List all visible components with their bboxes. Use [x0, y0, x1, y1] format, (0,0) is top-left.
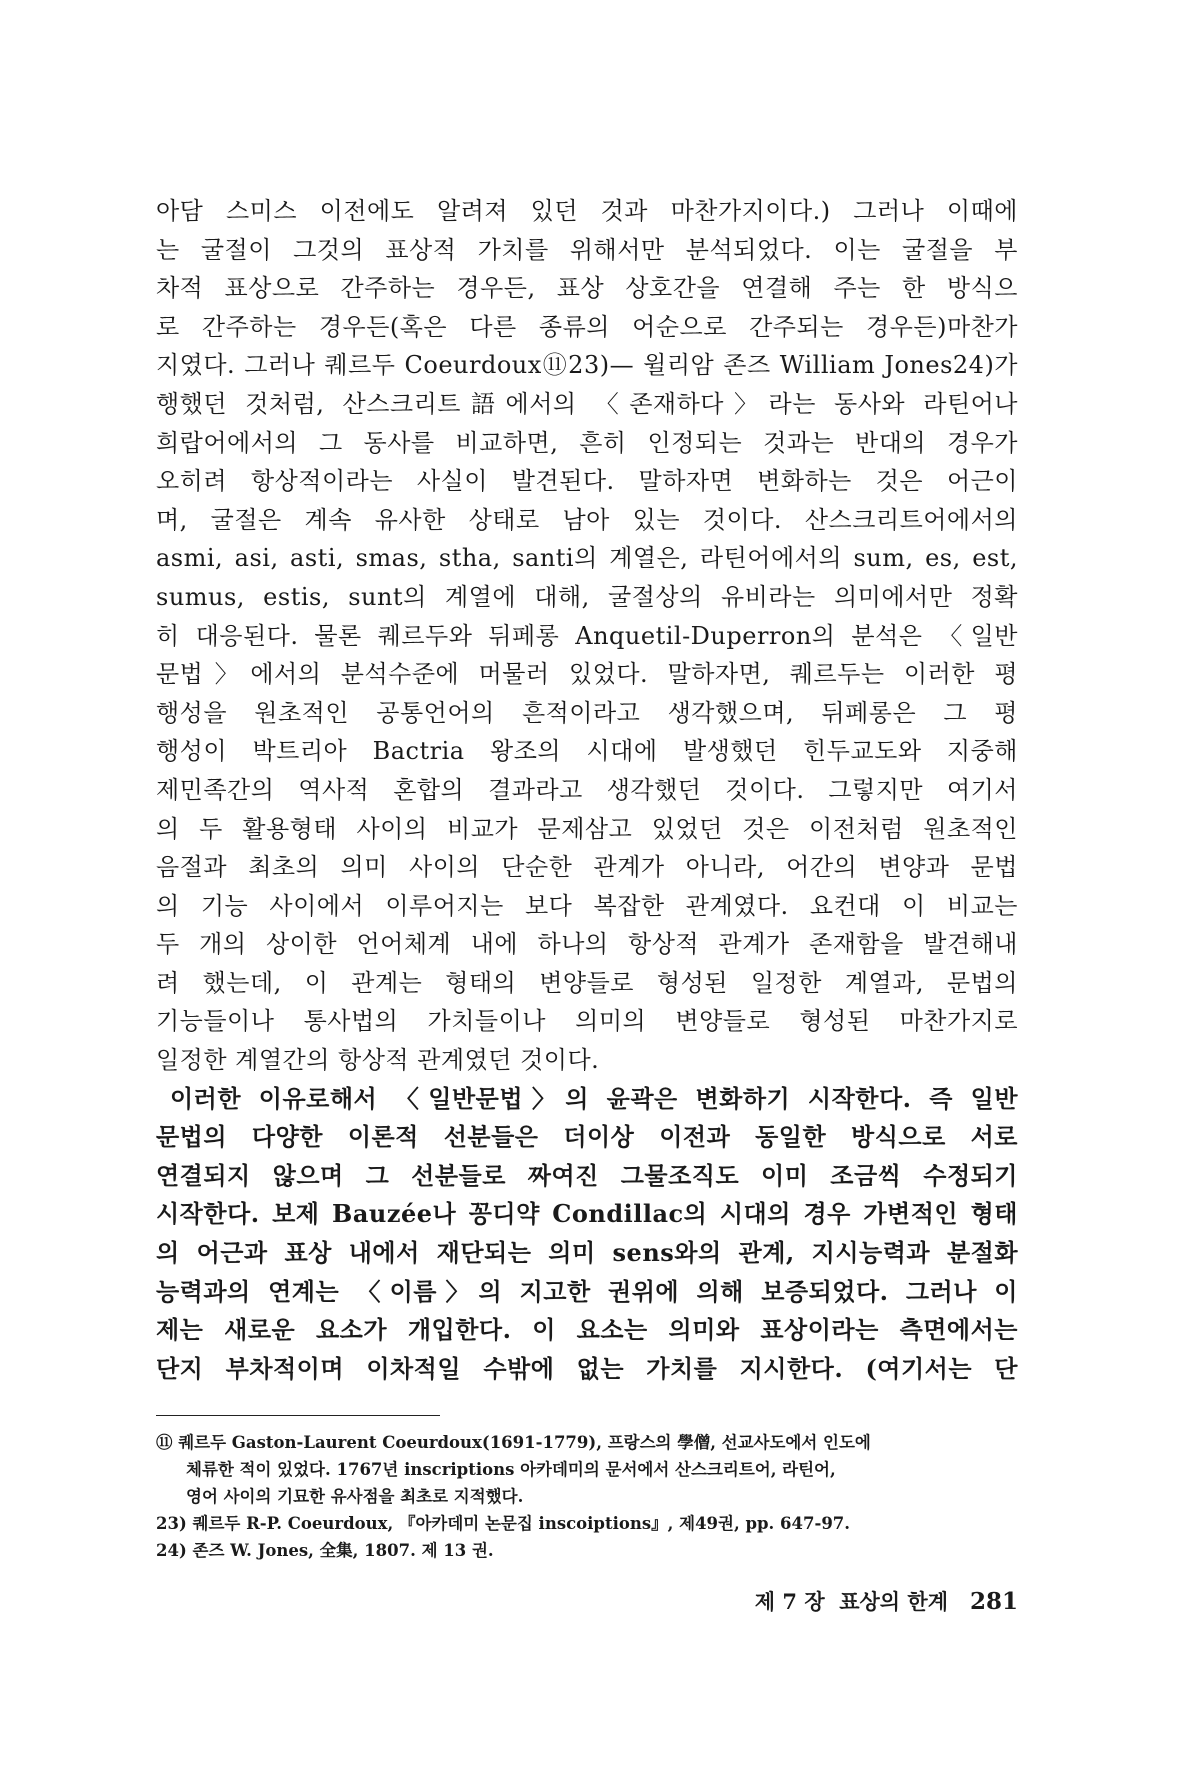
text-line: 단지 부차적이며 이차적일 수밖에 없는 가치를 지시한다. (여기서는 단 — [156, 1353, 1018, 1383]
text-line: 능력과의 연계는 〈이름〉의 지고한 권위에 의해 보증되었다. 그러나 이 — [156, 1276, 1018, 1306]
text-line: 음절과 최초의 의미 사이의 단순한 관계가 아니라, 어간의 변양과 문법 — [156, 853, 1018, 882]
chapter-title: 표상의 한계 — [839, 1589, 948, 1614]
footnote-continuation: 영어 사이의 기묘한 유사점을 최초로 지적했다. — [186, 1487, 524, 1506]
page-number: 281 — [969, 1588, 1018, 1615]
footnotes — [156, 1429, 1018, 1564]
paragraph-start-line: 이러한 이유로해서 〈일반문법〉의 윤곽은 변화하기 시작한다. 즉 일반 — [170, 1083, 1018, 1113]
text-line: 행성을 원초적인 공통언어의 흔적이라고 생각했으며, 뒤페롱은 그 평 — [156, 698, 1018, 727]
footnote-translator: ⑪ 퀘르두 Gaston-Laurent Coeurdoux(1691-1779), 프랑스의 學僧, 선교사도에서 인도에 — [156, 1433, 871, 1452]
text-line: 아담 스미스 이전에도 알려져 있던 것과 마찬가지이다.) 그러나 이때에 — [156, 197, 1018, 225]
footnote-23: 23) 퀘르두 R-P. Coeurdoux, 『아카데미 논문집 inscoiptions』, 제49권, pp. 647-97. — [156, 1514, 851, 1533]
body-text — [156, 192, 1018, 1388]
text-line: 히 대응된다. 물론 퀘르두와 뒤페롱 Anquetil-Duperron의 분석은 〈일반 — [156, 621, 1018, 650]
text-line: asmi, asi, asti, smas, stha, santi의 계열은, 라틴어에서의 sum, es, est, — [156, 544, 1018, 573]
text-line: 며, 굴절은 계속 유사한 상태로 남아 있는 것이다. 산스크리트어에서의 — [156, 505, 1018, 534]
text-line: 로 간주하는 경우든(혹은 다른 종류의 어순으로 간주되는 경우든)마찬가 — [156, 312, 1018, 341]
text-line: 기능들이나 통사법의 가치들이나 의미의 변양들로 형성된 마찬가지로 — [156, 1007, 1018, 1036]
text-line: 려 했는데, 이 관계는 형태의 변양들로 형성된 일정한 계열과, 문법의 — [156, 968, 1018, 997]
footnote-24: 24) 존즈 W. Jones, 全集, 1807. 제 13 권. — [156, 1541, 494, 1560]
text-line: 의 어근과 표상 내에서 재단되는 의미 sens와의 관계, 지시능력과 분절화 — [156, 1238, 1018, 1268]
footnote-divider — [156, 1415, 440, 1416]
text-line: 차적 표상으로 간주하는 경우든, 표상 상호간을 연결해 주는 한 방식으 — [156, 274, 1018, 303]
text-line: 오히려 항상적이라는 사실이 발견된다. 말하자면 변화하는 것은 어근이 — [156, 467, 1018, 496]
text-line: 문법의 다양한 이론적 선분들은 더이상 이전과 동일한 방식으로 서로 — [156, 1122, 1018, 1152]
text-line: 두 개의 상이한 언어체계 내에 하나의 항상적 관계가 존재함을 발견해내 — [156, 930, 1018, 959]
text-line: 제는 새로운 요소가 개입한다. 이 요소는 의미와 표상이라는 측면에서는 — [156, 1315, 1018, 1345]
text-line: 는 굴절이 그것의 표상적 가치를 위해서만 분석되었다. 이는 굴절을 부 — [156, 235, 1018, 264]
footnote-continuation: 체류한 적이 있었다. 1767년 inscriptions 아카데미의 문서에서 산스크리트어, 라틴어, — [186, 1460, 836, 1479]
text-line: 제민족간의 역사적 혼합의 결과라고 생각했던 것이다. 그렇지만 여기서 — [156, 775, 1018, 804]
text-line: 의 기능 사이에서 이루어지는 보다 복잡한 관계였다. 요컨대 이 비교는 — [156, 891, 1018, 920]
text-line: 시작한다. 보제 Bauzée나 꽁디약 Condillac의 시대의 경우 가변적인 형태 — [156, 1199, 1018, 1229]
running-footer — [755, 1586, 1018, 1616]
paragraph-end-line: 일정한 계열간의 항상적 관계였던 것이다. — [156, 1046, 600, 1075]
text-line: 연결되지 않으며 그 선분들로 짜여진 그물조직도 이미 조금씩 수정되기 — [156, 1160, 1018, 1190]
text-line: 희랍어에서의 그 동사를 비교하면, 흔히 인정되는 것과는 반대의 경우가 — [156, 428, 1018, 457]
text-line: 문법〉에서의 분석수준에 머물러 있었다. 말하자면, 퀘르두는 이러한 평 — [156, 660, 1018, 689]
chapter-label: 제 7 장 — [754, 1589, 825, 1614]
text-line: 지였다. 그러나 퀘르두 Coeurdoux⑪23)— 윌리암 존즈 William Jones24)가 — [156, 351, 1018, 380]
text-line: 행성이 박트리아 Bactria 왕조의 시대에 발생했던 힌두교도와 지중해 — [156, 737, 1018, 766]
text-line: 의 두 활용형태 사이의 비교가 문제삼고 있었던 것은 이전처럼 원초적인 — [156, 814, 1018, 843]
text-line: sumus, estis, sunt의 계열에 대해, 굴절상의 유비라는 의미에서만 정확 — [156, 582, 1018, 611]
text-line: 행했던 것처럼, 산스크리트語에서의 〈존재하다〉라는 동사와 라틴어나 — [156, 389, 1018, 418]
